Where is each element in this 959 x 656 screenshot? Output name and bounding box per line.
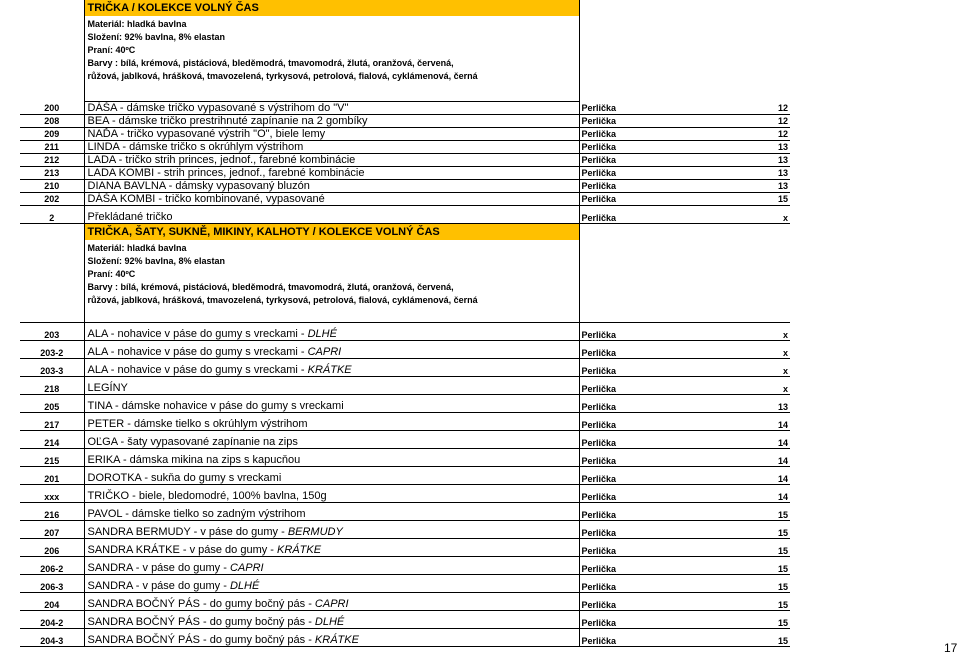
row-brand: Perlička — [579, 539, 730, 557]
table-row — [20, 128, 790, 141]
row-price: x — [730, 206, 790, 224]
row-price: 15 — [730, 611, 790, 629]
row-price: 12 — [730, 102, 790, 115]
row-description — [84, 449, 579, 467]
table-row — [20, 180, 790, 193]
table-row — [20, 359, 790, 377]
row-description — [84, 359, 579, 377]
section1-colors: Barvy : bílá, krémová, pistáciová, bleděmodrá, tmavomodrá, žlutá, oranžová, červená, růžová, jablková, hrášková, tmavozelená, tyrkysová, petrolová, fialová, cyklámenová, černá — [87, 58, 478, 81]
row-description: LINDA - dámske tričko s okrúhlym výstrihom — [84, 141, 579, 154]
row-price: 15 — [730, 593, 790, 611]
row-code: 210 — [20, 180, 84, 193]
row-brand: Perlička — [579, 575, 730, 593]
row-price: 13 — [730, 154, 790, 167]
row-price: 15 — [730, 575, 790, 593]
table-row — [20, 449, 790, 467]
section1-composition: Složení: 92% bavlna, 8% elastan — [87, 32, 226, 42]
row-description-variant: CAPRI — [314, 598, 349, 610]
row-description-variant: CAPRI — [307, 346, 342, 358]
row-brand: Perlička — [579, 395, 730, 413]
row-brand: Perlička — [579, 323, 730, 341]
row-description-text: ERIKA - dámska mikina na zips s kapucňou — [87, 454, 301, 466]
row-description-text: SANDRA BOČNÝ PÁS - do gumy bočný pás - — [87, 634, 315, 646]
row-brand: Perlička — [579, 128, 730, 141]
row-code: 217 — [20, 413, 84, 431]
row-brand: Perlička — [579, 167, 730, 180]
row-code: 202 — [20, 193, 84, 206]
row-price: 15 — [730, 503, 790, 521]
table-row — [20, 557, 790, 575]
row-description-variant: DLHÉ — [307, 328, 337, 340]
row-description — [84, 323, 579, 341]
section1-material: Materiál: hladká bavlna — [87, 19, 187, 29]
table-row — [20, 503, 790, 521]
row-description-text: DOROTKA - sukňa do gumy s vreckami — [87, 472, 282, 484]
row-description — [84, 467, 579, 485]
row-brand: Perlička — [579, 206, 730, 224]
table-row — [20, 341, 790, 359]
row-description — [84, 575, 579, 593]
row-price: 15 — [730, 557, 790, 575]
price-table — [20, 0, 790, 647]
row-brand: Perlička — [579, 341, 730, 359]
row-price: 13 — [730, 180, 790, 193]
row-description: LADA - tričko strih princes, jednof., farebné kombinácie — [84, 154, 579, 167]
row-code: 203-2 — [20, 341, 84, 359]
row-brand: Perlička — [579, 611, 730, 629]
section1-washing: Praní: 40ºC — [87, 45, 136, 55]
table-row — [20, 154, 790, 167]
section2-composition: Složení: 92% bavlna, 8% elastan — [87, 256, 226, 266]
row-brand: Perlička — [579, 467, 730, 485]
row-brand: Perlička — [579, 503, 730, 521]
row-code: 213 — [20, 167, 84, 180]
row-code: 203-3 — [20, 359, 84, 377]
row-code: 204-3 — [20, 629, 84, 647]
row-description: DIANA BAVLNA - dámsky vypasovaný bluzón — [84, 180, 579, 193]
row-code: 208 — [20, 115, 84, 128]
table-row — [20, 611, 790, 629]
row-price: 13 — [730, 141, 790, 154]
table-row — [20, 485, 790, 503]
row-code: 204 — [20, 593, 84, 611]
row-price: x — [730, 341, 790, 359]
row-price: x — [730, 359, 790, 377]
table-row — [20, 521, 790, 539]
row-description-text: LEGÍNY — [87, 382, 128, 394]
row-description — [84, 485, 579, 503]
row-price: x — [730, 323, 790, 341]
row-description-variant: BERMUDY — [287, 526, 343, 538]
row-description-text: SANDRA BOČNÝ PÁS - do gumy bočný pás - — [87, 616, 315, 628]
row-description — [84, 341, 579, 359]
page-number: 17 — [944, 641, 958, 655]
row-brand: Perlička — [579, 102, 730, 115]
row-brand: Perlička — [579, 115, 730, 128]
row-brand: Perlička — [579, 359, 730, 377]
row-description-text: PETER - dámske tielko s okrúhlym výstrihom — [87, 418, 308, 430]
row-price: 14 — [730, 413, 790, 431]
row-brand: Perlička — [579, 521, 730, 539]
row-description-text: SANDRA - v páse do gumy - — [87, 580, 230, 592]
row-price: 12 — [730, 128, 790, 141]
section2-material: Materiál: hladká bavlna — [87, 243, 187, 253]
section1-header — [20, 0, 790, 102]
row-price: 14 — [730, 467, 790, 485]
row-description — [84, 431, 579, 449]
row-code: 209 — [20, 128, 84, 141]
table-row — [20, 193, 790, 206]
row-description — [84, 413, 579, 431]
row-code: 206 — [20, 539, 84, 557]
row-price: 14 — [730, 449, 790, 467]
row-description — [84, 503, 579, 521]
row-code: 207 — [20, 521, 84, 539]
row-brand: Perlička — [579, 377, 730, 395]
row-code: 205 — [20, 395, 84, 413]
row-code: 2 — [20, 206, 84, 224]
row-code: 204-2 — [20, 611, 84, 629]
row-code: 212 — [20, 154, 84, 167]
row-description: Překládané tričko — [84, 206, 579, 224]
row-code: 216 — [20, 503, 84, 521]
table-row — [20, 115, 790, 128]
row-description-text: OĽGA - šaty vypasované zapínanie na zips — [87, 436, 298, 448]
row-description-text: ALA - nohavice v páse do gumy s vreckami - — [87, 346, 308, 358]
row-description — [84, 611, 579, 629]
row-description: DÁŠA - dámske tričko vypasované s výstrihom do "V" — [84, 102, 579, 115]
row-brand: Perlička — [579, 557, 730, 575]
row-description-variant: DLHÉ — [314, 616, 345, 628]
row-description: DÁŠA KOMBI - tričko kombinované, vypasované — [84, 193, 579, 206]
row-code: 203 — [20, 323, 84, 341]
table-row — [20, 431, 790, 449]
row-code: 214 — [20, 431, 84, 449]
row-brand: Perlička — [579, 154, 730, 167]
row-price: 15 — [730, 629, 790, 647]
row-description — [84, 539, 579, 557]
table-row — [20, 575, 790, 593]
row-code: 211 — [20, 141, 84, 154]
table-row — [20, 102, 790, 115]
row-description-text: TRIČKO - biele, bledomodré, 100% bavlna, 150g — [87, 490, 327, 502]
row-price: 15 — [730, 193, 790, 206]
row-brand: Perlička — [579, 629, 730, 647]
table-row — [20, 413, 790, 431]
row-code: 206-2 — [20, 557, 84, 575]
row-description-text: SANDRA - v páse do gumy - — [87, 562, 230, 574]
row-brand: Perlička — [579, 485, 730, 503]
row-code: 201 — [20, 467, 84, 485]
table-row — [20, 167, 790, 180]
row-price: 13 — [730, 167, 790, 180]
row-brand: Perlička — [579, 180, 730, 193]
row-description — [84, 557, 579, 575]
row-description: LADA KOMBI - strih princes, jednof., farebné kombinácie — [84, 167, 579, 180]
table-row — [20, 467, 790, 485]
row-description-variant: CAPRI — [229, 562, 264, 574]
table-row — [20, 395, 790, 413]
row-description-text: ALA - nohavice v páse do gumy s vreckami - — [87, 364, 308, 376]
price-sheet — [20, 0, 790, 647]
row-code: 200 — [20, 102, 84, 115]
row-description — [84, 395, 579, 413]
row-price: 13 — [730, 395, 790, 413]
row-description-text: TINA - dámske nohavice v páse do gumy s vreckami — [87, 400, 344, 412]
row-description-variant: KRÁTKE — [277, 544, 322, 556]
table-row — [20, 377, 790, 395]
row-price: 12 — [730, 115, 790, 128]
table-row — [20, 593, 790, 611]
row-code: 206-3 — [20, 575, 84, 593]
row-description — [84, 377, 579, 395]
section2-title: TRIČKA, ŠATY, SUKNĚ, MIKINY, KALHOTY / KOLEKCE VOLNÝ ČAS — [85, 224, 580, 240]
row-description-variant: DLHÉ — [229, 580, 260, 592]
row-description — [84, 629, 579, 647]
row-brand: Perlička — [579, 449, 730, 467]
row-description — [84, 593, 579, 611]
row-price: 14 — [730, 431, 790, 449]
row-description-text: SANDRA KRÁTKE - v páse do gumy - — [87, 544, 278, 556]
row-description — [84, 521, 579, 539]
section2-colors: Barvy : bílá, krémová, pistáciová, bleděmodrá, tmavomodrá, žlutá, oranžová, červená, růžová, jablková, hrášková, tmavozelená, tyrkysová, petrolová, fialová, cyklámenová, černá — [87, 282, 478, 305]
row-brand: Perlička — [579, 593, 730, 611]
row-brand: Perlička — [579, 141, 730, 154]
section2-header — [20, 224, 790, 323]
row-brand: Perlička — [579, 413, 730, 431]
row-brand: Perlička — [579, 431, 730, 449]
row-description-text: SANDRA BERMUDY - v páse do gumy - — [87, 526, 288, 538]
row-price: x — [730, 377, 790, 395]
table-row — [20, 141, 790, 154]
row-description-variant: KRÁTKE — [314, 634, 359, 646]
table-row — [20, 629, 790, 647]
row-description-text: PAVOL - dámske tielko so zadným výstrihom — [87, 508, 306, 520]
section2-washing: Praní: 40ºC — [87, 269, 136, 279]
row-code: 218 — [20, 377, 84, 395]
table-row — [20, 323, 790, 341]
row-description: BEA - dámske tričko prestrihnuté zapínanie na 2 gombíky — [84, 115, 579, 128]
row-description-text: SANDRA BOČNÝ PÁS - do gumy bočný pás - — [87, 598, 315, 610]
row-code: xxx — [20, 485, 84, 503]
table-row — [20, 539, 790, 557]
row-price: 14 — [730, 485, 790, 503]
row-description-variant: KRÁTKE — [307, 364, 352, 376]
row-description-text: ALA - nohavice v páse do gumy s vreckami - — [87, 328, 308, 340]
row-code: 215 — [20, 449, 84, 467]
row-price: 15 — [730, 521, 790, 539]
table-row — [20, 206, 790, 224]
row-brand: Perlička — [579, 193, 730, 206]
row-price: 15 — [730, 539, 790, 557]
row-description: NAĎA - tričko vypasované výstrih "O", biele lemy — [84, 128, 579, 141]
section1-title: TRIČKA / KOLEKCE VOLNÝ ČAS — [85, 0, 580, 16]
